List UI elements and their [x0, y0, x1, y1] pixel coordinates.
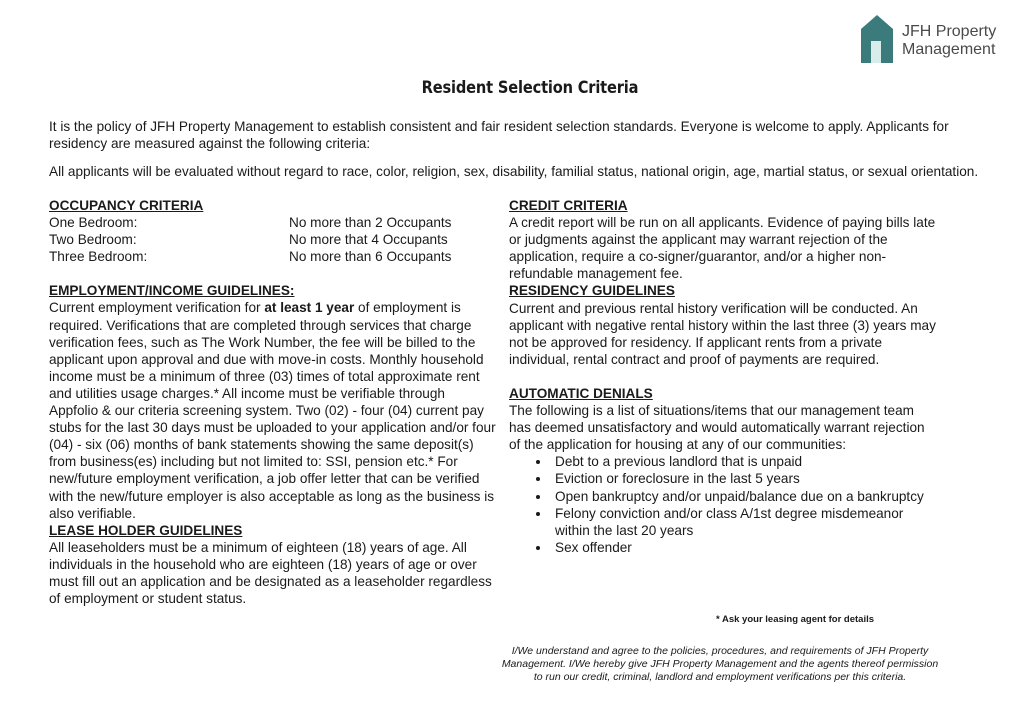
occupancy-label: One Bedroom: [49, 215, 138, 231]
lease-holder-heading: LEASE HOLDER GUIDELINES [49, 522, 243, 538]
denials-heading: AUTOMATIC DENIALS [509, 385, 653, 401]
intro-paragraph: It is the policy of JFH Property Management to establish consistent and fair resident selection standards. Everyone is welcome to apply. Applicants for residency are measured against the following criteria: [49, 119, 949, 151]
list-item: • Open bankruptcy and/or unpaid/balance due on a bankruptcy [551, 488, 939, 505]
denials-text: The following is a list of situations/items that our management team has deemed unsatisfactory and would automatically warrant rejection of the application for housing at any of our communities: [509, 403, 925, 453]
agreement-statement: I/We understand and agree to the policies, procedures, and requirements of JFH Property Management. I/We hereby give JFH Property Management and the agents thereof permission to run our credit, criminal, landlord and employment verifications per this criteria. [501, 645, 939, 684]
house-icon [860, 14, 894, 64]
occupancy-row [49, 214, 497, 231]
list-item: • Eviction or foreclosure in the last 5 years [551, 470, 939, 487]
list-item: • Felony conviction and/or class A/1st degree misdemeanor within the last 20 years [551, 505, 939, 539]
occupancy-row [49, 231, 497, 248]
logo-wordmark [902, 23, 996, 59]
left-column [49, 197, 497, 607]
credit-heading: CREDIT CRITERIA [509, 198, 628, 213]
denials-list [509, 453, 939, 556]
leasing-agent-note: * Ask your leasing agent for details [716, 614, 875, 625]
occupancy-row [49, 248, 497, 265]
logo-line-1: JFH Property [902, 23, 997, 40]
right-column [509, 197, 939, 556]
lease-holder-text: All leaseholders must be a minimum of eighteen (18) years of age. All individuals in the household who are eighteen (18) years of age or over must fill out an application and be designated as a leaseholder regardless of employment or student status. [49, 539, 492, 607]
occupancy-value: No more than 2 Occupants [289, 215, 452, 231]
employment-text-start: Current employment verification for [49, 300, 265, 316]
nondiscrimination-paragraph: All applicants will be evaluated without regard to race, color, religion, sex, disability, familial status, national origin, age, martial status, or sexual orientation. [49, 164, 979, 179]
occupancy-value: No more that 4 Occupants [289, 232, 448, 248]
company-logo [860, 14, 1010, 66]
employment-text-bold: at least 1 year [264, 300, 355, 316]
list-item: • Debt to a previous landlord that is unpaid [551, 453, 939, 470]
page-title: Resident Selection Criteria [421, 78, 639, 98]
residency-text: Current and previous rental history verification will be conducted. An applicant with negative rental history within the last three (3) years may not be approved for residency. If applicant rents from a private individual, rental contract and proof of payments are required. [509, 300, 936, 367]
credit-text: A credit report will be run on all applicants. Evidence of paying bills late or judgments against the applicant may warrant rejection of the application, require a co-signer/guarantor, and/or a higher non-refundable management fee. [509, 215, 936, 282]
list-item: • Sex offender [551, 539, 939, 556]
logo-line-2: Management [902, 41, 996, 58]
employment-text-end: of employment is required. Verifications that are completed through services that charge verification fees, such as The Work Number, the fee will be billed to the applicant upon approval and due with move-in costs. Monthly household income must be a minimum of three (03) times of total approximate rent and utilities usage charges.* All income must be verifiable through Appfolio & our criteria screening system. Two (02) - four (04) current pay stubs for the last 30 days must be uploaded to your application and/or four (04) - six (06) months of bank statements showing the same deposit(s) from business(es) including but not limited to: SSI, pension etc.* For new/future employment verification, a job offer letter that can be verified with the new/future employer is also acceptable as long as the business is also verifiable. [49, 300, 496, 521]
occupancy-heading: OCCUPANCY CRITERIA [49, 198, 204, 213]
residency-heading: RESIDENCY GUIDELINES [509, 283, 675, 299]
employment-heading: EMPLOYMENT/INCOME GUIDELINES: [49, 283, 295, 299]
occupancy-value: No more than 6 Occupants [289, 249, 452, 265]
employment-text [49, 299, 497, 521]
occupancy-label: Two Bedroom: [49, 232, 137, 248]
occupancy-label: Three Bedroom: [49, 249, 148, 265]
